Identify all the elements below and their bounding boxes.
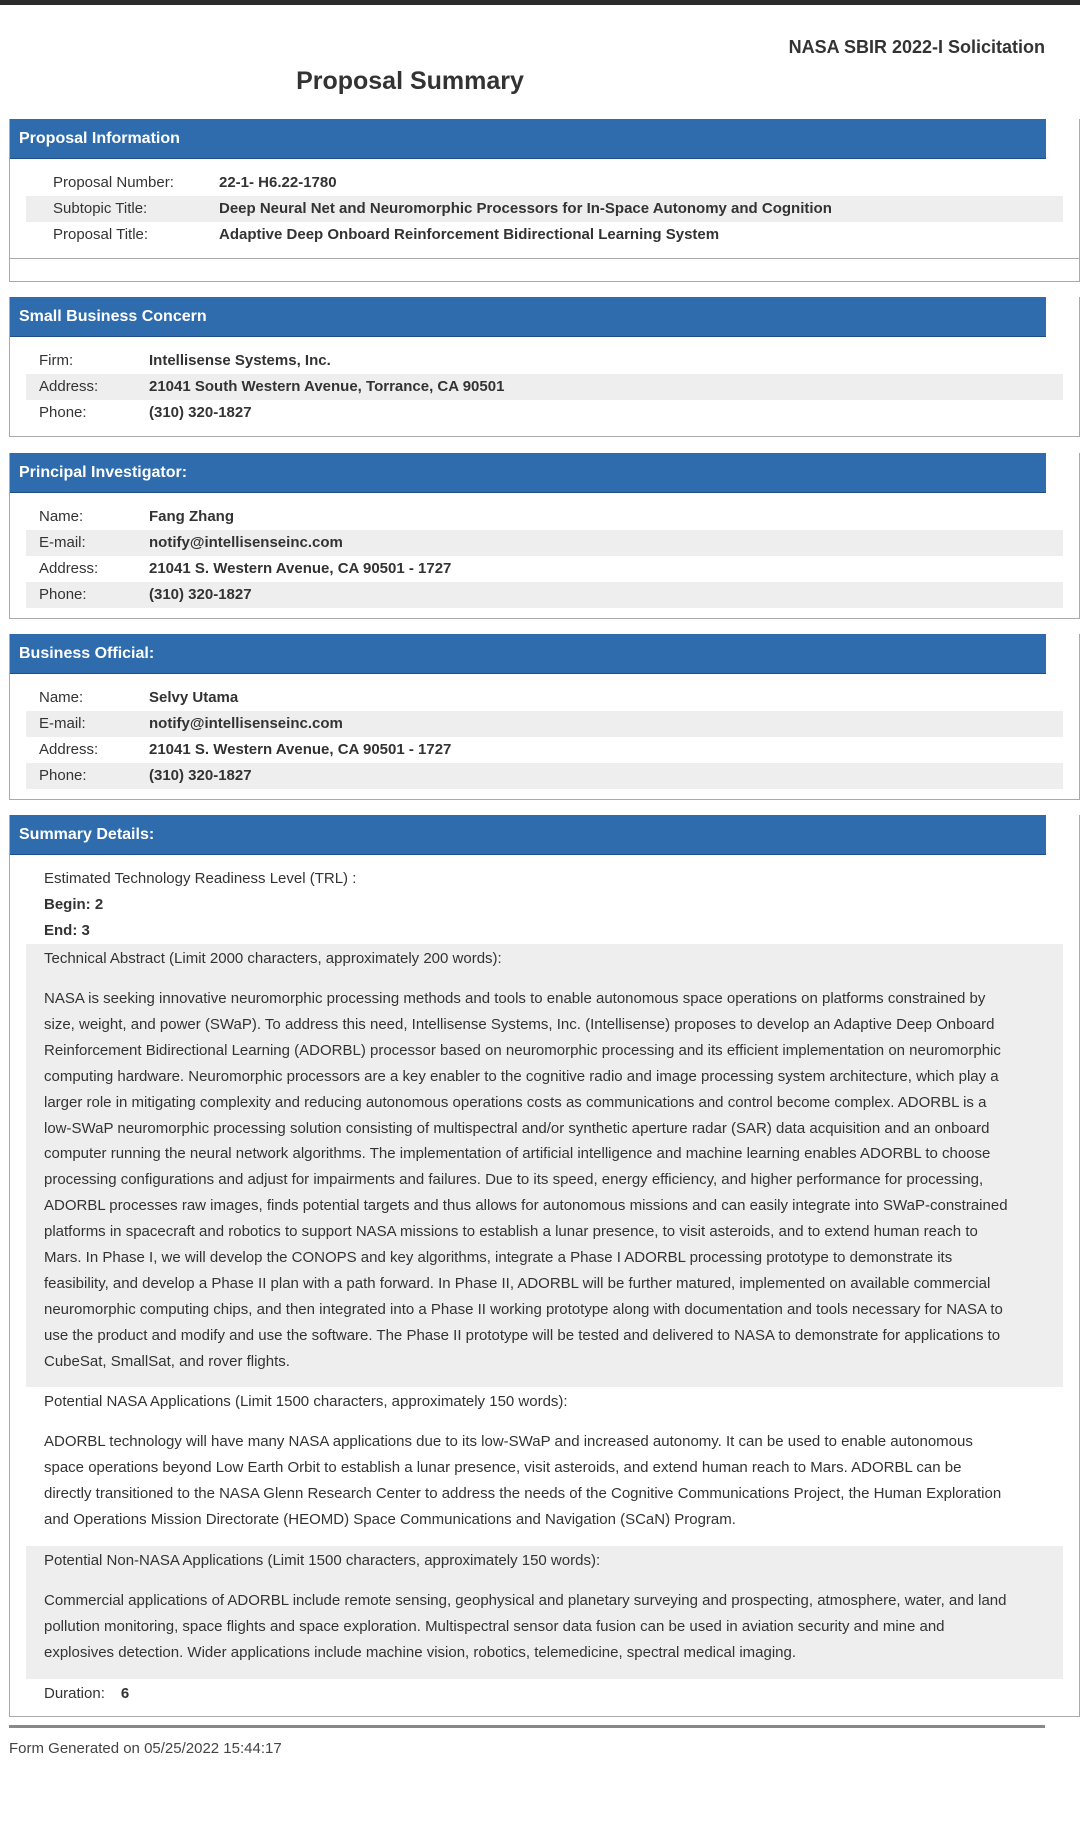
solicitation-title: NASA SBIR 2022-I Solicitation bbox=[788, 37, 1045, 57]
principal-investigator-panel bbox=[9, 453, 1080, 619]
pi-phone-label: Phone: bbox=[39, 586, 87, 603]
proposal-information-heading: Proposal Information bbox=[10, 119, 1046, 159]
bo-address-value: 21041 S. Western Avenue, CA 90501 - 1727 bbox=[149, 741, 452, 758]
business-address-row bbox=[26, 374, 1063, 400]
non-nasa-applications-text: Commercial applications of ADORBL include remote sensing, geophysical and planetary surveying and prospecting, atmosphere, water, and land pollution monitoring, space flights and space exploration. Multispectral sensor data fusion can be used in aviation security and mine and explosives detection. Wider applications include machine vision, robotics, telemedicine, spectral medical imaging. bbox=[44, 1592, 1007, 1661]
non-nasa-applications-section bbox=[26, 1546, 1063, 1679]
duration-value: 6 bbox=[120, 1685, 130, 1702]
bo-email-row bbox=[26, 711, 1063, 737]
bo-name-value: Selvy Utama bbox=[149, 689, 239, 706]
pi-phone-value: (310) 320-1827 bbox=[149, 586, 252, 603]
trl-label: Estimated Technology Readiness Level (TRL) : bbox=[44, 870, 357, 887]
bo-phone-label: Phone: bbox=[39, 767, 87, 784]
proposal-title-label: Proposal Title: bbox=[53, 226, 149, 243]
pi-name-row bbox=[26, 504, 1063, 530]
bo-name-row bbox=[26, 685, 1063, 711]
business-phone-value: (310) 320-1827 bbox=[149, 404, 252, 421]
form-generated-timestamp: Form Generated on 05/25/2022 15:44:17 bbox=[9, 1740, 282, 1757]
technical-abstract-text: NASA is seeking innovative neuromorphic processing methods and tools to enable autonomous space operations on platforms constrained by size, weight, and power (SWaP). To address this need, Intellisense Systems, Inc. (Intellisense) proposes to develop an Adaptive Deep Onboard Reinforcement Bidirectional Learning (ADORBL) processor based on neuromorphic processing and its efficient implementation on neuromorphic computing hardware. Neuromorphic processors are a key enabler to the cognitive radio and image processing system architecture, which play a larger role in mitigating complexity and reducing autonomous operations costs as communications and control become complex. ADORBL is a low-SWaP neuromorphic processing solution consisting of multispectral and/or synthetic aperture radar (SAR) data acquisition and an onboard computer running the neural network algorithms. The implementation of artificial intelligence and machine learning enables ADORBL to choose processing configurations and adjust for impairments and failures. Due to its speed, energy efficiency, and higher performance for processing, ADORBL processes raw images, finds potential targets and thus allows for autonomous missions and can easily integrate into SWaP-constrained platforms in spacecraft and robotics to support NASA missions to establish a lunar presence, to visit asteroids, and to extend human reach to Mars. In Phase I, we will develop the CONOPS and key algorithms, integrate a Phase I ADORBL processing prototype to demonstrate its feasibility, and develop a Phase II plan with a path forward. In Phase II, ADORBL will be further matured, implemented on available commercial neuromorphic computing chips, and then integrated into a Phase II working prototype along with documentation and tools necessary for NASA to use the product and modify and use the software. The Phase II prototype will be tested and delivered to NASA to demonstrate for applications to CubeSat, SmallSat, and rover flights. bbox=[44, 990, 1008, 1370]
nasa-applications-label: Potential NASA Applications (Limit 1500 characters, approximately 150 words): bbox=[44, 1393, 568, 1410]
technical-abstract-section bbox=[26, 944, 1063, 1387]
business-address-value: 21041 South Western Avenue, Torrance, CA 90501 bbox=[149, 378, 505, 395]
duration-label: Duration: bbox=[44, 1685, 105, 1702]
bo-address-label: Address: bbox=[39, 741, 99, 758]
pi-address-label: Address: bbox=[39, 560, 99, 577]
proposal-number-value: 22-1- H6.22-1780 bbox=[219, 174, 337, 191]
trl-end: End: 3 bbox=[44, 922, 90, 939]
pi-email-value: notify@intellisenseinc.com bbox=[149, 534, 343, 551]
subtopic-title-label: Subtopic Title: bbox=[53, 200, 148, 217]
bo-name-label: Name: bbox=[39, 689, 84, 706]
firm-label: Firm: bbox=[39, 352, 74, 369]
firm-row bbox=[26, 348, 1063, 374]
business-official-panel bbox=[9, 634, 1080, 800]
proposal-title-row bbox=[26, 222, 1063, 248]
footer-divider bbox=[9, 1725, 1045, 1728]
nasa-applications-section bbox=[26, 1387, 1063, 1546]
pi-address-row bbox=[26, 556, 1063, 582]
page-title: Proposal Summary bbox=[296, 67, 524, 95]
business-phone-label: Phone: bbox=[39, 404, 87, 421]
proposal-number-label: Proposal Number: bbox=[53, 174, 174, 191]
subtopic-title-value: Deep Neural Net and Neuromorphic Processors for In-Space Autonomy and Cognition bbox=[219, 200, 832, 217]
pi-name-value: Fang Zhang bbox=[149, 508, 234, 525]
principal-investigator-heading: Principal Investigator: bbox=[10, 453, 1046, 493]
non-nasa-applications-label: Potential Non-NASA Applications (Limit 1500 characters, approximately 150 words): bbox=[44, 1552, 601, 1569]
business-phone-row bbox=[26, 400, 1063, 426]
pi-email-row bbox=[26, 530, 1063, 556]
pi-email-label: E-mail: bbox=[39, 534, 86, 551]
bo-phone-row bbox=[26, 763, 1063, 789]
business-address-label: Address: bbox=[39, 378, 99, 395]
top-bar bbox=[0, 0, 1080, 5]
pi-address-value: 21041 S. Western Avenue, CA 90501 - 1727 bbox=[149, 560, 452, 577]
subtopic-title-row bbox=[26, 196, 1063, 222]
bo-email-label: E-mail: bbox=[39, 715, 86, 732]
small-business-concern-panel bbox=[9, 297, 1080, 437]
pi-name-label: Name: bbox=[39, 508, 84, 525]
business-official-heading: Business Official: bbox=[10, 634, 1046, 674]
pi-phone-row bbox=[26, 582, 1063, 608]
bo-address-row bbox=[26, 737, 1063, 763]
bo-phone-value: (310) 320-1827 bbox=[149, 767, 252, 784]
nasa-applications-text: ADORBL technology will have many NASA applications due to its low-SWaP and increased autonomy. It can be used to enable autonomous space operations beyond Low Earth Orbit to establish a lunar presence, visit asteroids, and extend human reach to Mars. ADORBL can be directly transitioned to the NASA Glenn Research Center to address the needs of the Cognitive Communications Project, the Human Exploration and Operations Mission Directorate (HEOMD) Space Communications and Navigation (SCaN) Program. bbox=[44, 1433, 1002, 1528]
summary-details-heading: Summary Details: bbox=[10, 815, 1046, 855]
small-business-concern-heading: Small Business Concern bbox=[10, 297, 1046, 337]
summary-details-panel bbox=[9, 815, 1080, 1717]
proposal-title-value: Adaptive Deep Onboard Reinforcement Bidirectional Learning System bbox=[219, 226, 720, 243]
proposal-info-divider bbox=[10, 258, 1079, 281]
firm-value: Intellisense Systems, Inc. bbox=[149, 352, 331, 369]
proposal-information-panel bbox=[9, 119, 1080, 282]
proposal-number-row bbox=[26, 170, 1063, 196]
technical-abstract-label: Technical Abstract (Limit 2000 characters, approximately 200 words): bbox=[44, 950, 502, 967]
trl-begin: Begin: 2 bbox=[44, 896, 104, 913]
bo-email-value: notify@intellisenseinc.com bbox=[149, 715, 343, 732]
duration-row bbox=[26, 1681, 1063, 1707]
